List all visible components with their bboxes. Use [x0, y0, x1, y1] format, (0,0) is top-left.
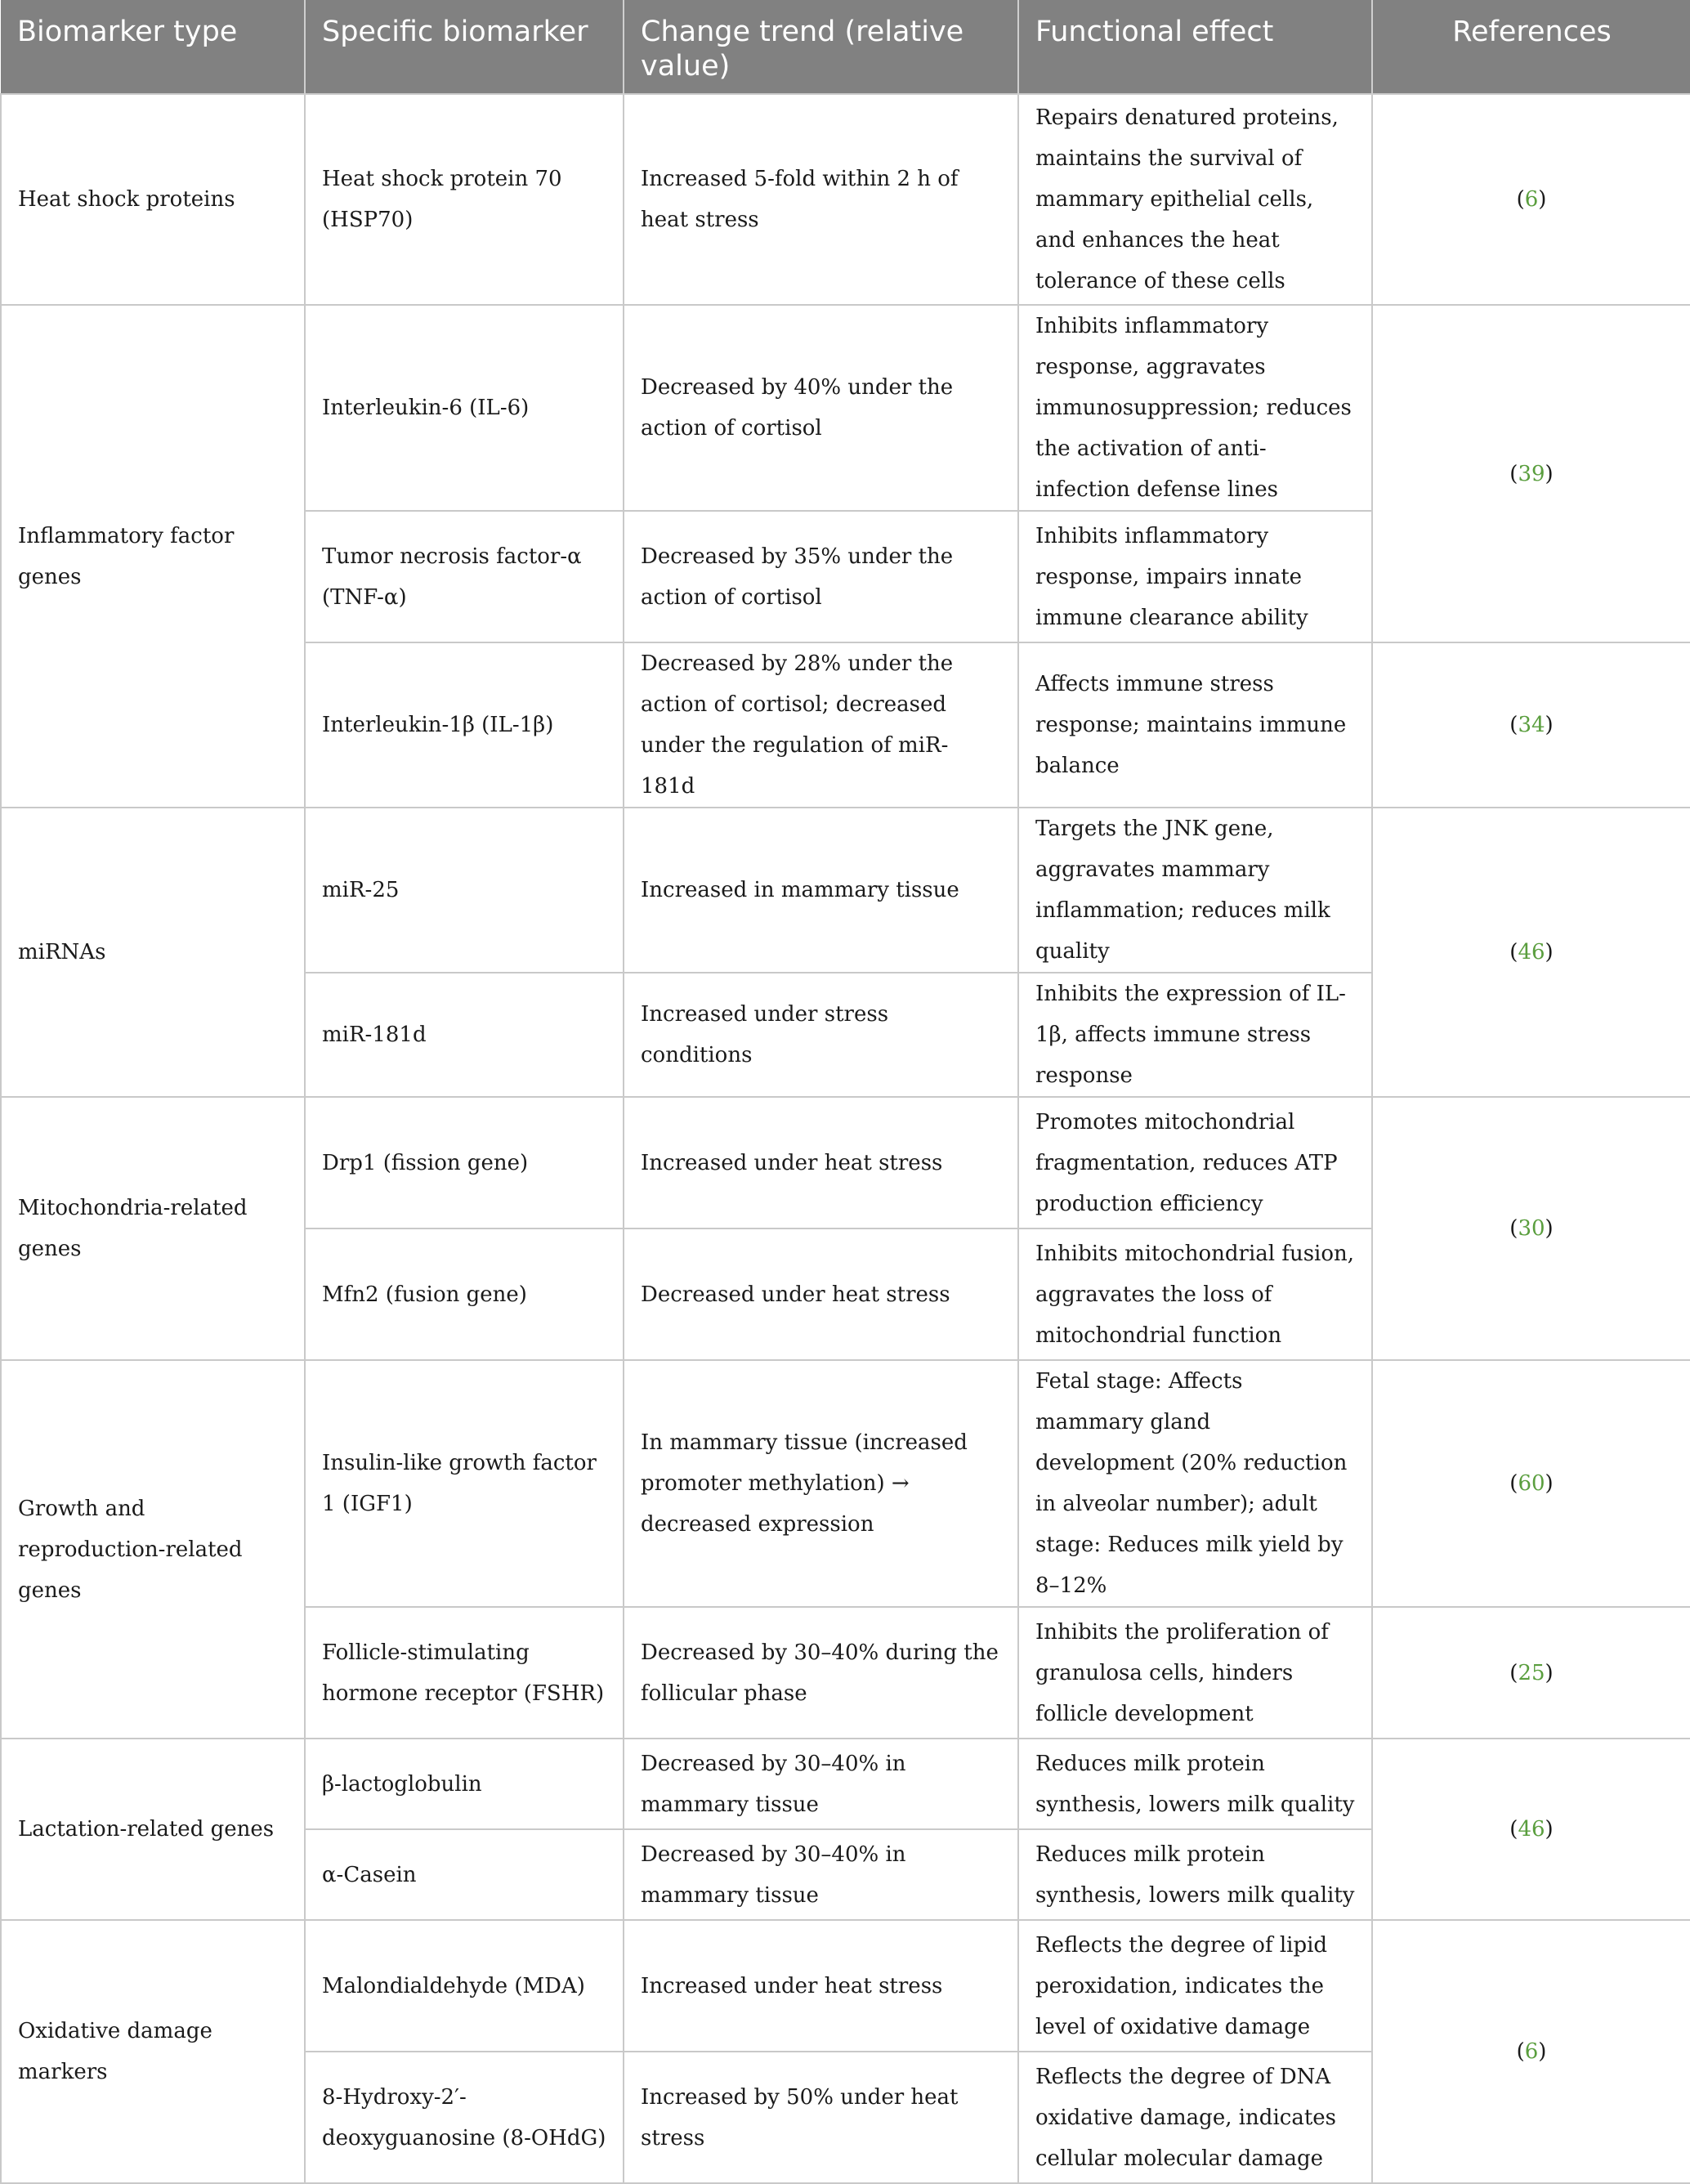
header-biomarker-type: Biomarker type — [1, 0, 305, 94]
table-row — [1, 94, 1690, 305]
effect-cell: Reflects the degree of DNA oxidative damage, indicates cellular molecular damage — [1018, 2052, 1372, 2183]
reference-cell: (34) — [1372, 642, 1690, 808]
reference-link[interactable]: 60 — [1518, 1471, 1545, 1496]
effect-cell: Targets the JNK gene, aggravates mammary inflammation; reduces milk quality — [1018, 808, 1372, 973]
effect-cell: Inhibits inflammatory response, impairs innate immune clearance ability — [1018, 511, 1372, 642]
reference-cell: (6) — [1372, 1920, 1690, 2183]
biomarker-cell: β-lactoglobulin — [305, 1739, 624, 1829]
header-references: References — [1372, 0, 1690, 94]
group-mirnas: miRNAs — [1, 808, 305, 1097]
group-oxidative: Oxidative damage markers — [1, 1920, 305, 2183]
header-row — [1, 0, 1690, 94]
effect-cell: Reduces milk protein synthesis, lowers milk quality — [1018, 1829, 1372, 1920]
biomarker-cell: Drp1 (fission gene) — [305, 1097, 624, 1228]
trend-cell: Decreased under heat stress — [624, 1228, 1018, 1360]
biomarker-cell: Mfn2 (fusion gene) — [305, 1228, 624, 1360]
trend-cell: Decreased by 30–40% in mammary tissue — [624, 1829, 1018, 1920]
table-row — [1, 1920, 1690, 2052]
trend-cell: Increased under heat stress — [624, 1920, 1018, 2052]
biomarker-cell: Heat shock protein 70 (HSP70) — [305, 94, 624, 305]
reference-cell: (46) — [1372, 808, 1690, 1097]
reference-link[interactable]: 34 — [1518, 713, 1545, 737]
biomarker-cell: Tumor necrosis factor-α (TNF-α) — [305, 511, 624, 642]
trend-cell: Increased by 50% under heat stress — [624, 2052, 1018, 2183]
effect-cell: Reflects the degree of lipid peroxidation, indicates the level of oxidative damage — [1018, 1920, 1372, 2052]
effect-cell: Reduces milk protein synthesis, lowers milk quality — [1018, 1739, 1372, 1829]
effect-cell: Inhibits the expression of IL-1β, affects immune stress response — [1018, 973, 1372, 1097]
trend-cell: Decreased by 35% under the action of cortisol — [624, 511, 1018, 642]
reference-cell: (46) — [1372, 1739, 1690, 1920]
biomarker-cell: Insulin-like growth factor 1 (IGF1) — [305, 1360, 624, 1607]
effect-cell: Affects immune stress response; maintains immune balance — [1018, 642, 1372, 808]
header-specific-biomarker: Specific biomarker — [305, 0, 624, 94]
group-heat-shock: Heat shock proteins — [1, 94, 305, 305]
trend-cell: Decreased by 30–40% in mammary tissue — [624, 1739, 1018, 1829]
table-row — [1, 1097, 1690, 1228]
trend-cell: Increased under stress conditions — [624, 973, 1018, 1097]
reference-cell: (25) — [1372, 1607, 1690, 1739]
group-inflammatory: Inflammatory factor genes — [1, 305, 305, 808]
reference-link[interactable]: 46 — [1518, 940, 1545, 964]
reference-link[interactable]: 25 — [1518, 1660, 1545, 1685]
biomarker-cell: miR-181d — [305, 973, 624, 1097]
group-growth: Growth and reproduction-related genes — [1, 1360, 305, 1739]
group-mitochondria: Mitochondria-related genes — [1, 1097, 305, 1360]
trend-cell: Increased in mammary tissue — [624, 808, 1018, 973]
reference-link[interactable]: 6 — [1524, 2039, 1539, 2064]
table-row — [1, 808, 1690, 973]
effect-cell: Repairs denatured proteins, maintains the survival of mammary epithelial cells, and enhances the heat tolerance of these cells — [1018, 94, 1372, 305]
header-change-trend: Change trend (relative value) — [624, 0, 1018, 94]
reference-cell: (60) — [1372, 1360, 1690, 1607]
effect-cell: Promotes mitochondrial fragmentation, reduces ATP production efficiency — [1018, 1097, 1372, 1228]
trend-cell: Decreased by 40% under the action of cortisol — [624, 305, 1018, 511]
effect-cell: Inhibits the proliferation of granulosa cells, hinders follicle development — [1018, 1607, 1372, 1739]
biomarker-cell: Follicle-stimulating hormone receptor (FSHR) — [305, 1607, 624, 1739]
table-row — [1, 1360, 1690, 1607]
reference-link[interactable]: 6 — [1524, 187, 1539, 212]
biomarker-cell: 8-Hydroxy-2′-deoxyguanosine (8-OHdG) — [305, 2052, 624, 2183]
reference-link[interactable]: 46 — [1518, 1817, 1545, 1842]
biomarker-cell: Interleukin-1β (IL-1β) — [305, 642, 624, 808]
table-row — [1, 305, 1690, 511]
reference-link[interactable]: 30 — [1518, 1216, 1545, 1241]
biomarker-cell: Interleukin-6 (IL-6) — [305, 305, 624, 511]
trend-cell: In mammary tissue (increased promoter methylation) → decreased expression — [624, 1360, 1018, 1607]
group-lactation: Lactation-related genes — [1, 1739, 305, 1920]
reference-link[interactable]: 39 — [1518, 461, 1545, 486]
reference-cell: (39) — [1372, 305, 1690, 642]
trend-cell: Increased 5-fold within 2 h of heat stress — [624, 94, 1018, 305]
biomarker-cell: α-Casein — [305, 1829, 624, 1920]
effect-cell: Fetal stage: Affects mammary gland development (20% reduction in alveolar number); adult stage: Reduces milk yield by 8–12% — [1018, 1360, 1372, 1607]
reference-cell: (30) — [1372, 1097, 1690, 1360]
biomarker-cell: Malondialdehyde (MDA) — [305, 1920, 624, 2052]
reference-cell: (6) — [1372, 94, 1690, 305]
trend-cell: Decreased by 30–40% during the follicular phase — [624, 1607, 1018, 1739]
effect-cell: Inhibits mitochondrial fusion, aggravates the loss of mitochondrial function — [1018, 1228, 1372, 1360]
biomarker-cell: miR-25 — [305, 808, 624, 973]
effect-cell: Inhibits inflammatory response, aggravates immunosuppression; reduces the activation of anti-infection defense lines — [1018, 305, 1372, 511]
trend-cell: Decreased by 28% under the action of cortisol; decreased under the regulation of miR-181d — [624, 642, 1018, 808]
header-functional-effect: Functional effect — [1018, 0, 1372, 94]
trend-cell: Increased under heat stress — [624, 1097, 1018, 1228]
table-row — [1, 1739, 1690, 1829]
